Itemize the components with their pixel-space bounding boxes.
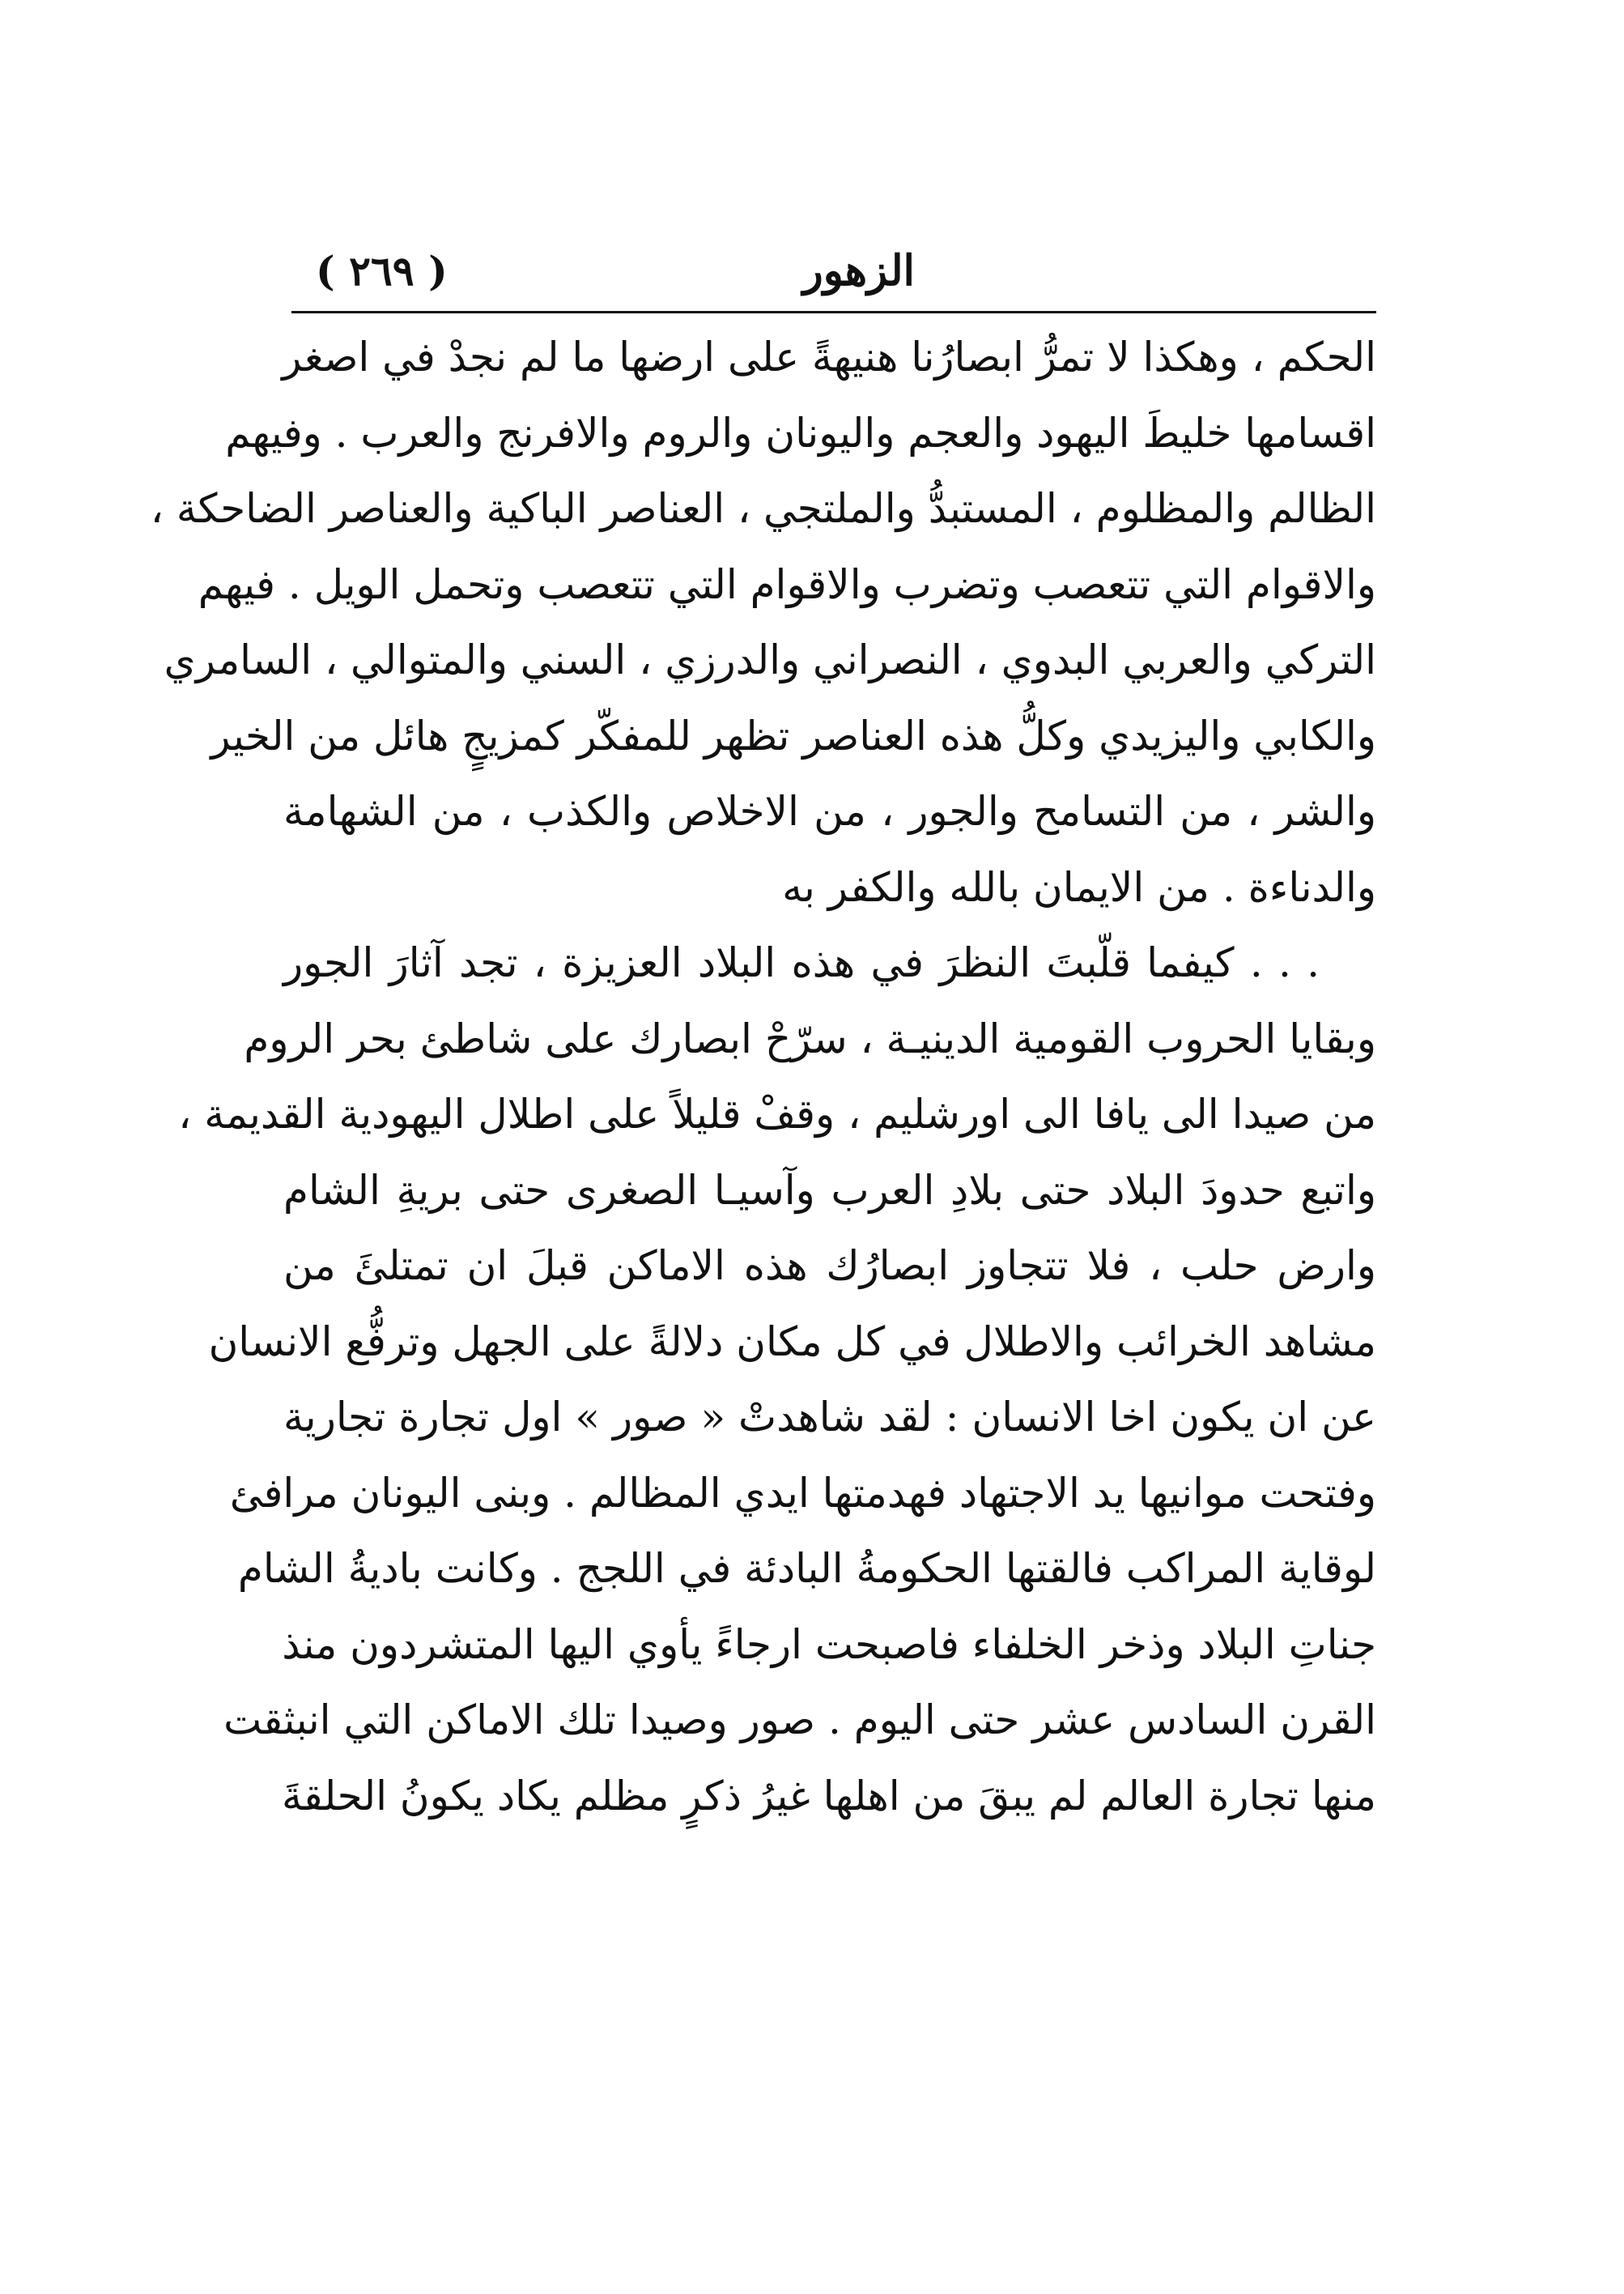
text-line-18: جناتِ البلاد وذخر الخلفاء فاصبحت ارجاءً يأوي اليها المتشردون منذ (282, 1620, 1376, 1668)
text-line-7: والشر ، من التسامح والجور ، من الاخلاص والكذب ، من الشهامة (283, 788, 1376, 835)
text-line-16: وفتحت موانيها يد الاجتهاد فهدمتها ايدي المظالم . وبنى اليونان مرافئ (229, 1469, 1376, 1517)
body-text (150, 320, 1376, 1834)
text-line-4: والاقوام التي تتعصب وتضرب والاقوام التي تتعصب وتحمل الويل . فيهم (198, 560, 1376, 608)
text-line-17: لوقاية المراكب فالقتها الحكومةُ البادئة في اللجج . وكانت باديةُ الشام (237, 1545, 1376, 1592)
text-line-20: منها تجارة العالم لم يبقَ من اهلها غيرُ ذكرٍ مظلم يكاد يكونُ الحلقةَ (281, 1772, 1376, 1819)
text-line-11: من صيدا الى يافا الى اورشليم ، وقفْ قليلاً على اطلال اليهودية القديمة ، (178, 1091, 1376, 1138)
header-rule (291, 311, 1376, 313)
text-line-1: الحكم ، وهكذا لا تمرُّ ابصارُنا هنيهةً على ارضها ما لم نجدْ في اصغر (282, 334, 1376, 381)
text-line-8: والدناءة . من الايمان بالله والكفر به (782, 863, 1376, 911)
text-line-3: الظالم والمظلوم ، المستبدُّ والملتجي ، العناصر الباكية والعناصر الضاحكة ، (150, 485, 1376, 532)
text-line-13: وارض حلب ، فلا تتجاوز ابصارُك هذه الاماكن قبلَ ان تمتلئَ من (283, 1242, 1376, 1289)
text-line-10: وبقايا الحروب القومية الدينيـة ، سرّحْ ابصارك على شاطئ بحر الروم (244, 1015, 1376, 1062)
text-line-2: اقسامها خليطَ اليهود والعجم واليونان والروم والافرنج والعرب . وفيهم (225, 409, 1376, 457)
text-line-14: مشاهد الخرائب والاطلال في كل مكان دلالةً على الجهل وترفُّع الانسان (208, 1317, 1376, 1365)
running-title: الزهور (802, 246, 915, 296)
page-header (291, 235, 1376, 308)
page-number: ( ٢٦٩ ) (316, 247, 448, 295)
text-line-12: واتبع حدودَ البلاد حتى بلادِ العرب وآسيـا الصغرى حتى بريةِ الشام (283, 1166, 1376, 1214)
text-line-9: . . . كيفما قلّبتَ النظرَ في هذه البلاد العزيزة ، تجد آثارَ الجور (283, 939, 1320, 986)
text-line-15: عن ان يكون اخا الانسان : لقد شاهدتْ « صور » اول تجارة تجارية (283, 1394, 1376, 1441)
text-line-6: والكابي واليزيدي وكلُّ هذه العناصر تظهر للمفكّر كمزيجٍ هائل من الخير (210, 712, 1376, 760)
text-line-5: التركي والعربي البدوي ، النصراني والدرزي ، السني والمتوالي ، السامري (164, 636, 1376, 683)
text-line-19: القرن السادس عشر حتى اليوم . صور وصيدا تلك الاماكن التي انبثقت (223, 1696, 1376, 1743)
